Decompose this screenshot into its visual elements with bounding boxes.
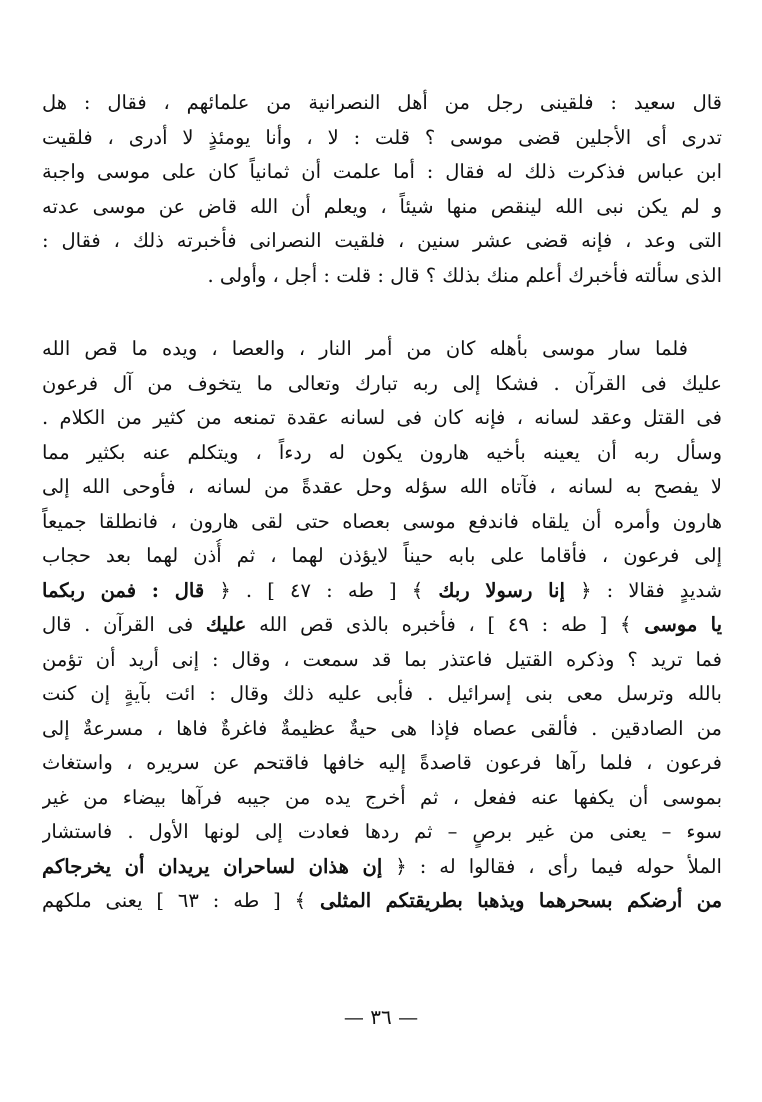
text-line: لا يفصح به لسانه ، فآتاه الله سؤله وحل عقدةً من لسانه ، فأوحى الله إلى [42,475,722,498]
text-line: الذى سألته فأخبرك أعلم منك بذلك ؟ قال : قلت : أجل ، وأولى . [207,263,722,287]
text-line [42,608,722,643]
text-line: بالله وترسل معى بنى إسرائيل . فأبى عليه ذلك وقال : ائت بآيةٍ إن كنت [42,682,722,705]
page-number: — ٣٦ — [343,1005,419,1029]
text-line: عليك فى القرآن . فشكا إلى ربه تبارك وتعالى ما يتخوف من آل فرعون [42,371,722,395]
quran-quote: قال : فمن ربكما [42,578,205,602]
text-line: و لم يكن نبى الله لينقص منها شيئاً ، ويعلم أن الله قاض عن موسى عدته [42,194,722,218]
text-line: بموسى أن يكفها عنه ففعل ، ثم أخرج يده من جيبه فرآها بيضاء من غير [42,785,722,809]
text-line [42,574,722,609]
text-line: التى وعد ، فإنه قضى عشر سنين ، فلقيت النصرانى فأخبرته ذلك ، فقال : [42,229,722,252]
line-segment: ﴾ [ طه : ٤٩ ] ، فأخبره بالذى قص الله [259,613,632,636]
quran-quote: إنا رسولا ربك [438,578,565,602]
line-segment: ﴾ [ طه : ٤٧ ] . ﴿ [219,578,424,602]
text-line: فى القتل وعقد لسانه ، فإنه كان فى لسانه عقدة تمنعه من كثير من الكلام . [42,406,722,429]
text-line: إلى فرعون ، فأقاما على بابه حيناً لايؤذن لهما ، ثم أُذن لهما بعد حجاب [42,544,722,567]
line-segment: الملأ حوله فيما رأى ، فقالوا له : ﴿ [395,854,722,878]
text-line: فلما سار موسى بأهله كان من أمر النار ، والعصا ، ويده ما قص الله [42,337,688,360]
line-segment: شديدٍ فقالا : ﴿ [580,578,722,602]
quran-quote: من أرضكم بسحرهما ويذهبا بطريقتكم المثلى [319,889,722,912]
bold-word: عليك [205,613,247,636]
text-line: هارون وأمره أن يلقاه فاندفع موسى بعصاه حتى لقى هارون ، فانطلقا جميعاً [42,509,722,533]
text-line [42,850,722,885]
paragraph-2 [42,332,722,919]
text-line: فما تريد ؟ وذكره القتيل فاعتذر بما قد سمعت ، وقال : إنى أريد أن تؤمن [42,647,722,671]
text-line: من الصادقين . فألقى عصاه فإذا هى حيةٌ عظيمةٌ فاغرةٌ فاها ، مسرعةٌ إلى [42,716,722,740]
text-line [42,884,722,919]
text-line: قال سعيد : فلقينى رجل من أهل النصرانية من علمائهم ، فقال : هل [42,91,722,114]
paragraph-1 [42,86,722,293]
text-line: فرعون ، فلما رآها فرعون قاصدةً إليه خافها فاقتحم عن سريره ، واستغاث [42,751,722,774]
text-line: وسأل ربه أن يعينه بأخيه هارون يكون له ردءاً ، ويتكلم عنه بكثير مما [42,440,722,464]
line-segment: فى القرآن . قال [42,613,194,636]
text-line: سوء – يعنى من غير برصٍ – ثم ردها فعادت إلى لونها الأول . فاستشار [42,820,722,843]
quran-quote: يا موسى [644,613,722,636]
text-line: تدرى أى الأجلين قضى موسى ؟ قلت : لا ، وأنا يومئذٍ لا أدرى ، فلقيت [42,125,722,149]
line-segment: ﴾ [ طه : ٦٣ ] يعنى ملكهم [42,889,307,912]
text-line: ابن عباس فذكرت ذلك له فقال : أما علمت أن ثمانياً كان على موسى واجبة [42,160,722,183]
quran-quote: إن هذان لساحران يريدان أن يخرجاكم [42,854,383,878]
